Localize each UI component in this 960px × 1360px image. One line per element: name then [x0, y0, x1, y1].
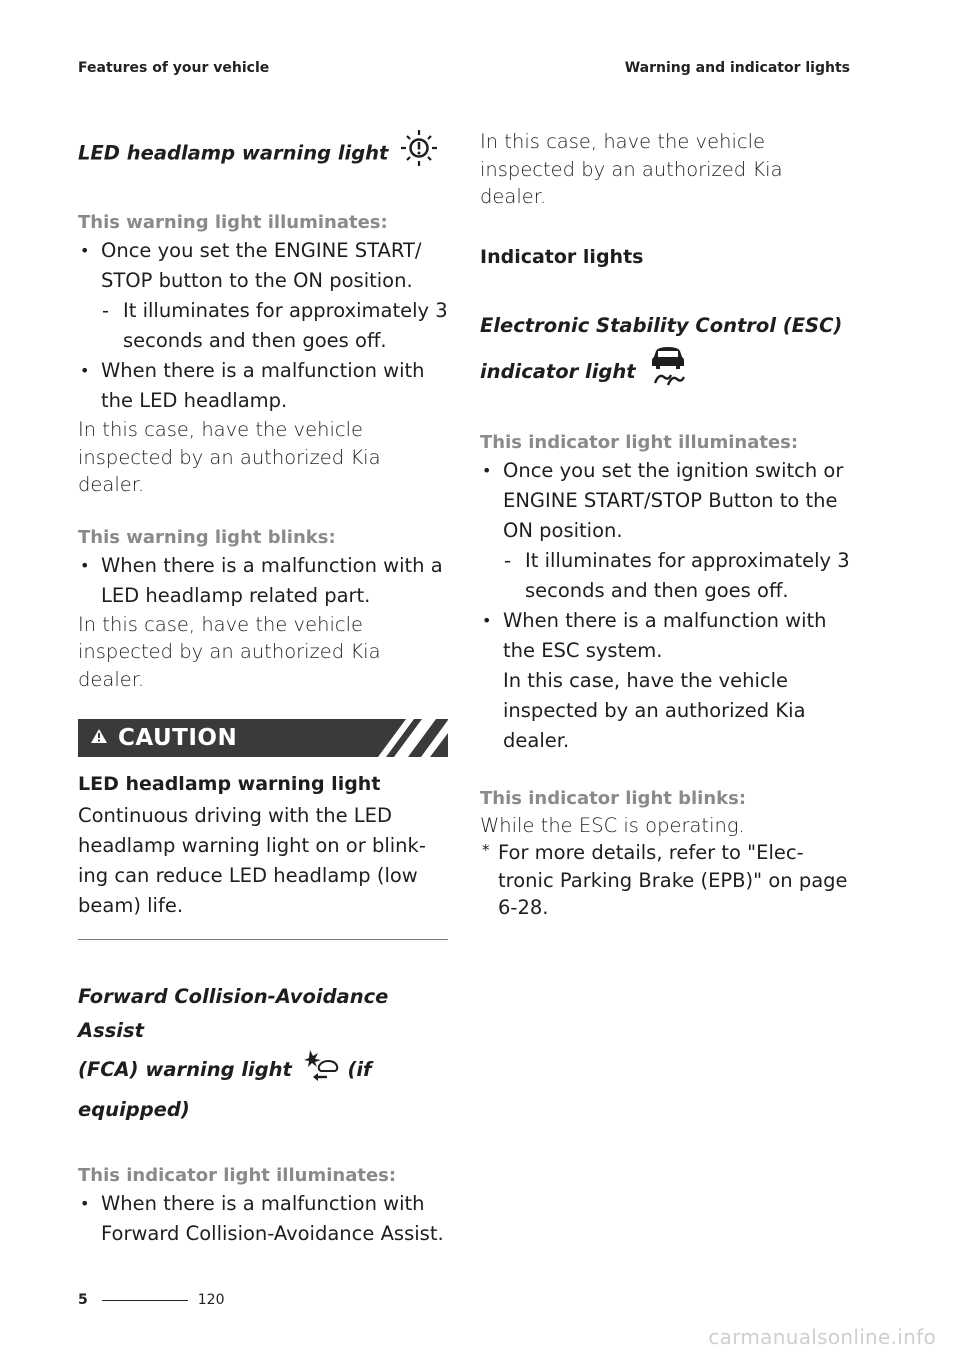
caution-heading: LED headlamp warning light [78, 773, 381, 795]
led-bullet-1: • Once you set the ENGINE START/ STOP button to the ON position. [78, 236, 448, 296]
esc-blinks-heading: This indicator light blinks: [480, 787, 747, 809]
right-column [480, 128, 850, 922]
esc-bullet-2-continued: In this case, have the vehicle inspected by an authorized Kia dealer. [503, 668, 806, 752]
indicator-lights-heading: Indicator lights [480, 245, 644, 268]
watermark: carmanualsonline.info [708, 1325, 936, 1349]
esc-bullet-2: • When there is a malfunction with the ESC system. [480, 606, 850, 666]
fca-title-line-1: Forward Collision-Avoidance Assist [78, 985, 389, 1042]
esc-skid-car-icon [646, 345, 690, 400]
led-headlamp-warning-icon [399, 128, 439, 180]
led-blinks-heading: This warning light blinks: [78, 526, 336, 548]
led-bullet-3: • When there is a malfunction with a LED headlamp related part. [78, 551, 448, 611]
footer-rule [102, 1300, 188, 1301]
fca-section-title [78, 980, 448, 1127]
led-paragraph-1: In this case, have the vehicle inspected by an authorized Kia dealer. [78, 418, 381, 496]
fca-bullet-1: • When there is a malfunction with Forward Collision-Avoidance Assist. [78, 1189, 448, 1249]
caution-label: CAUTION [118, 725, 238, 751]
left-column [78, 128, 448, 1249]
forward-collision-icon [303, 1048, 341, 1093]
page-number: 120 [197, 1292, 225, 1308]
esc-illuminates-heading: This indicator light illuminates: [480, 431, 799, 453]
led-section-title [78, 128, 448, 180]
led-bullet-2: • When there is a malfunction with the LED headlamp. [78, 356, 448, 416]
running-header-left: Features of your vehicle [78, 60, 270, 76]
fca-title-suffix: (if [347, 1058, 372, 1081]
esc-section-title [480, 307, 850, 400]
running-header-right: Warning and indicator lights [624, 60, 850, 76]
led-paragraph-2: In this case, have the vehicle inspected by an authorized Kia dealer. [78, 612, 381, 691]
esc-note: * For more details, refer to "Elec- tronic Parking Brake (EPB)" on page 6-28. [480, 839, 850, 922]
esc-bullet-1: • Once you set the ignition switch or ENGINE START/STOP Button to the ON position. [480, 456, 850, 546]
caution-stripes [378, 719, 448, 757]
fca-title-line-2: (FCA) warning light [78, 1058, 292, 1081]
led-illuminates-heading: This warning light illuminates: [78, 212, 388, 233]
warning-triangle-icon [90, 728, 108, 748]
caution-banner [78, 719, 448, 757]
led-title-text: LED headlamp warning light [78, 141, 389, 165]
esc-title-line-1: Electronic Stability Control (ESC) [480, 313, 843, 337]
esc-title-line-2: indicator light [480, 359, 636, 383]
led-dash-1: - It illuminates for approximately 3 seconds and then goes off. [78, 296, 448, 356]
esc-dash-1: - It illuminates for approximately 3 seconds and then goes off. [480, 546, 850, 606]
caution-text: Continuous driving with the LED headlamp warning light on or blink- ing can reduce LED headlamp (low beam) life. [78, 804, 426, 917]
section-divider [78, 939, 448, 940]
fca-illuminates-heading: This indicator light illuminates: [78, 1165, 397, 1186]
chapter-number: 5 [78, 1292, 88, 1308]
esc-paragraph-1: While the ESC is operating. [480, 813, 745, 837]
page-footer [78, 1292, 224, 1308]
fca-title-line-3: equipped) [78, 1098, 190, 1121]
right-paragraph-continued: In this case, have the vehicle inspected by an authorized Kia dealer. [480, 130, 783, 208]
